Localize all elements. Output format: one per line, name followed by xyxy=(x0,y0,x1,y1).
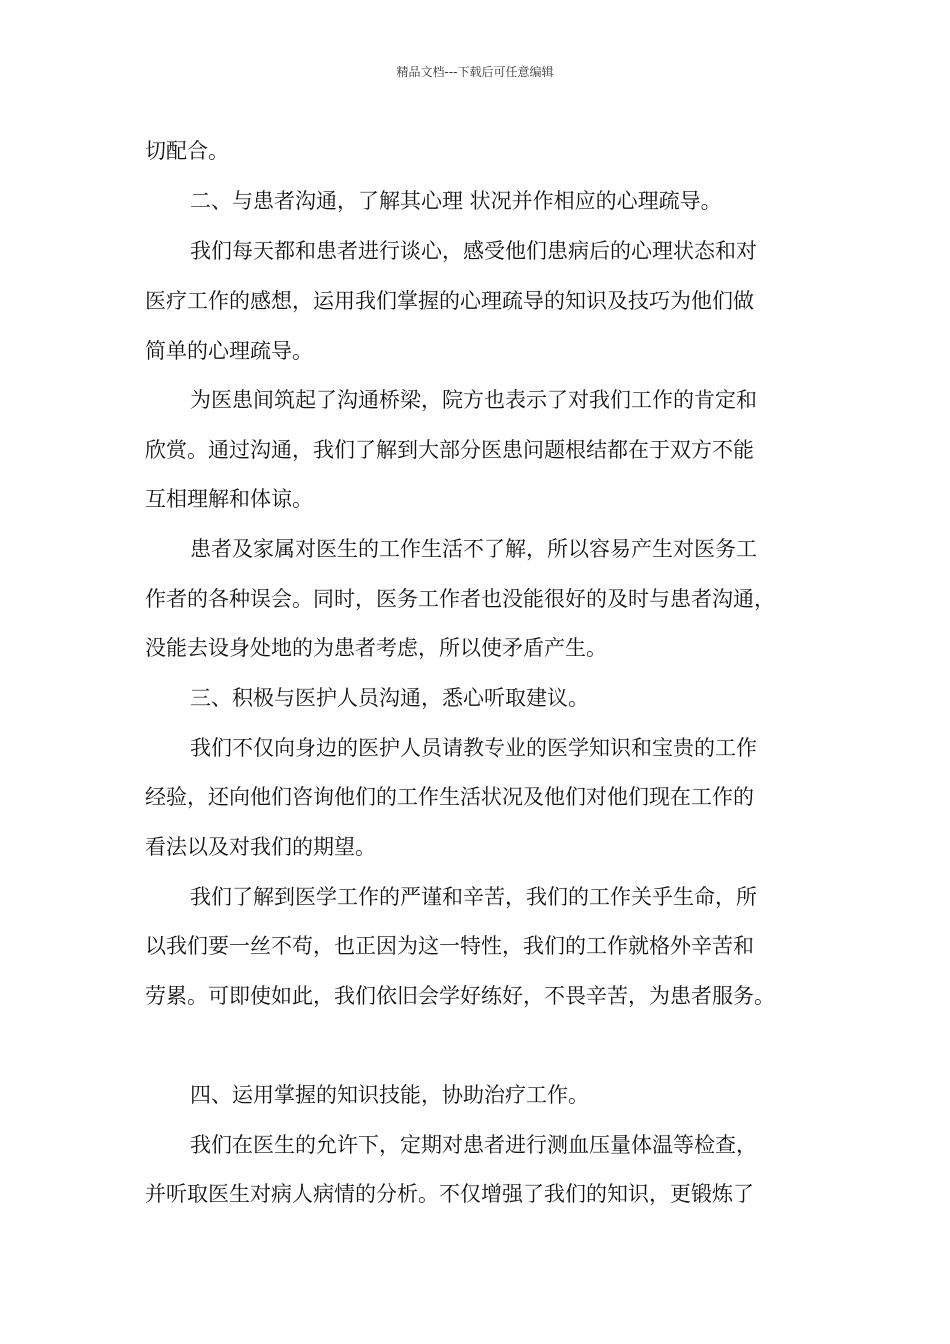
text-line: 为医患间筑起了沟通桥梁，院方也表示了对我们工作的肯定和 xyxy=(190,388,757,412)
page-header: 精品文档---下载后可任意编辑 xyxy=(396,65,554,79)
text-line: 我们每天都和患者进行谈心，感受他们患病后的心理状态和对 xyxy=(190,239,757,263)
text-line: 我们不仅向身边的医护人员请教专业的医学知识和宝贵的工作 xyxy=(190,736,757,760)
text-line: 看法以及对我们的期望。 xyxy=(145,835,376,859)
text-line: 我们了解到医学工作的严谨和辛苦，我们的工作关乎生命，所 xyxy=(190,885,757,909)
text-line: 我们在医生的允许下，定期对患者进行测血压量体温等检查， xyxy=(190,1133,757,1157)
text-line: 作者的各种误会。同时，医务工作者也没能很好的及时与患者沟通， xyxy=(145,587,775,611)
text-line: 没能去设身处地的为患者考虑，所以使矛盾产生。 xyxy=(145,636,607,660)
text-line: 互相理解和体谅。 xyxy=(145,487,313,511)
text-line: 欣赏。通过沟通，我们了解到大部分医患问题根结都在于双方不能 xyxy=(145,438,754,462)
section-heading-2: 二、与患者沟通，了解其心理 状况并作相应的心理疏导。 xyxy=(190,189,722,213)
text-line: 切配合。 xyxy=(145,139,229,163)
text-line: 简单的心理疏导。 xyxy=(145,339,313,363)
text-line: 以我们要一丝不苟，也正因为这一特性，我们的工作就格外辛苦和 xyxy=(145,934,754,958)
text-line: 患者及家属对医生的工作生活不了解，所以容易产生对医务工 xyxy=(190,537,757,561)
section-heading-4: 四、运用掌握的知识技能，协助治疗工作。 xyxy=(190,1083,589,1107)
section-heading-3: 三、积极与医护人员沟通，悉心听取建议。 xyxy=(190,686,589,710)
text-line: 医疗工作的感想，运用我们掌握的心理疏导的知识及技巧为他们做 xyxy=(145,289,754,313)
text-line: 劳累。可即使如此，我们依旧会学好练好，不畏辛苦，为患者服务。 xyxy=(145,984,775,1008)
text-line: 并听取医生对病人病情的分析。不仅增强了我们的知识，更锻炼了 xyxy=(145,1182,754,1206)
text-line: 经验，还向他们咨询他们的工作生活状况及他们对他们现在工作的 xyxy=(145,785,754,809)
